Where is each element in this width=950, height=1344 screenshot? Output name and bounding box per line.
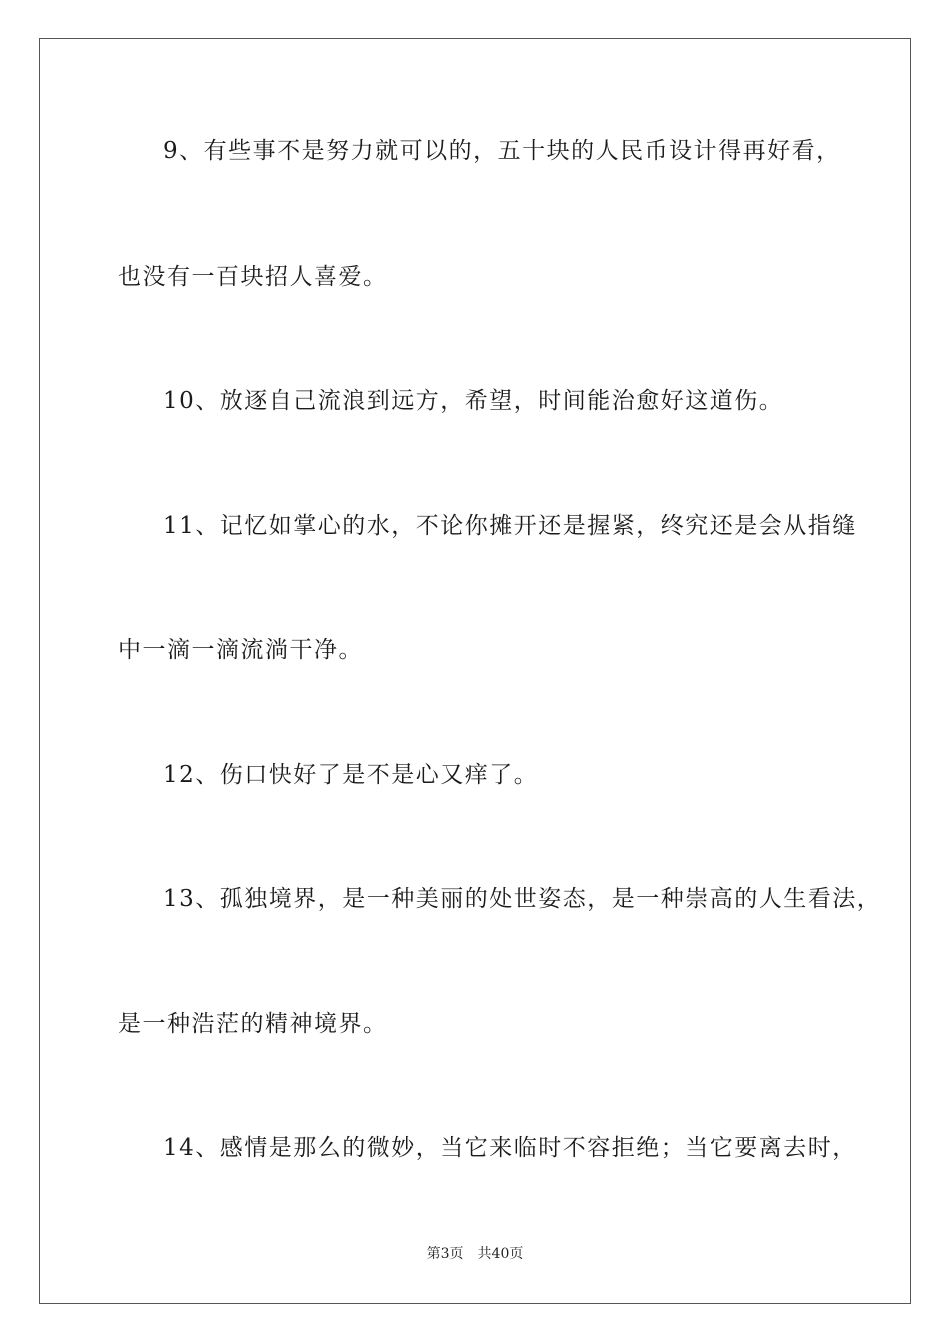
page-total: 共40页 [477,1246,524,1262]
paragraph-9-line-1: 9、有些事不是努力就可以的，五十块的人民币设计得再好看， [163,138,841,164]
paragraph-13-line-1: 13、孤独境界，是一种美丽的处世姿态，是一种崇高的人生看法， [163,886,882,912]
paragraph-13-line-2: 是一种浩茫的精神境界。 [118,1011,388,1037]
paragraph-12-line-1: 12、伤口快好了是不是心又痒了。 [163,762,539,788]
page-number: 第3页 [426,1246,464,1262]
paragraph-11-line-2: 中一滴一滴流淌干净。 [118,637,363,663]
paragraph-14-line-1: 14、感情是那么的微妙，当它来临时不容拒绝；当它要离去时， [163,1135,857,1161]
paragraph-10-line-1: 10、放逐自己流浪到远方，希望，时间能治愈好这道伤。 [163,388,784,414]
paragraph-9-line-2: 也没有一百块招人喜爱。 [118,264,388,290]
page-frame [39,38,911,1304]
paragraph-11-line-1: 11、记忆如掌心的水，不论你摊开还是握紧，终究还是会从指缝 [163,513,857,539]
page-footer [0,1244,950,1264]
